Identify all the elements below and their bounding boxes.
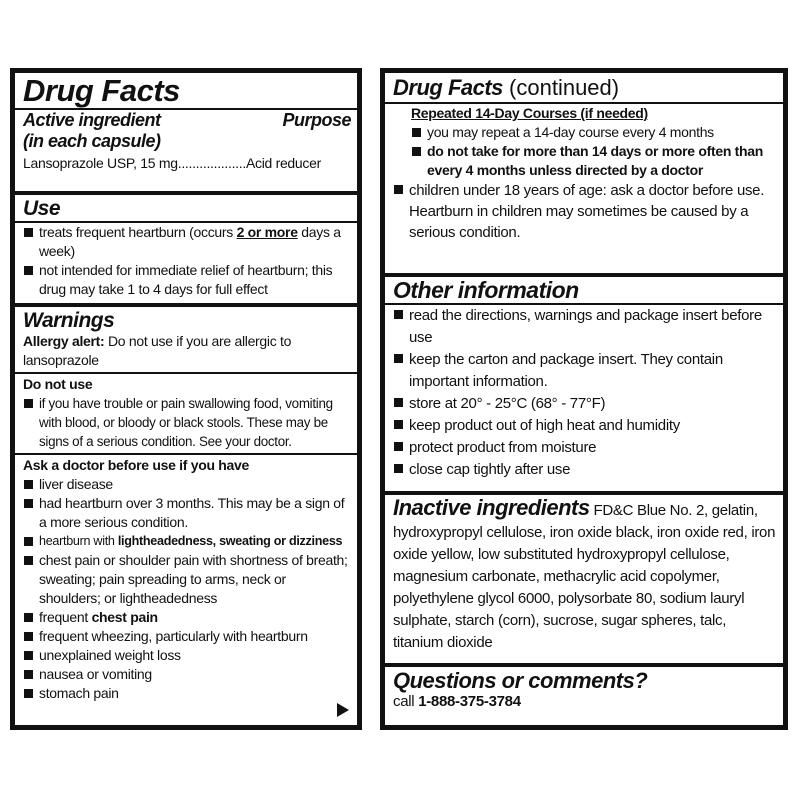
ask-doctor-heading: Ask a doctor before use if you have (23, 457, 250, 473)
ingredient-name: Lansoprazole USP, 15 mg (23, 155, 178, 171)
other-information-item: close cap tightly after use (393, 459, 777, 481)
purpose-heading: Purpose (282, 110, 351, 130)
repeated-courses-heading: Repeated 14-Day Courses (if needed) (411, 105, 648, 121)
other-information-item: keep product out of high heat and humidity (393, 415, 777, 437)
use-item: not intended for immediate relief of heartburn; this drug may take 1 to 4 days for full effect (23, 261, 351, 299)
inactive-ingredients-text: Inactive ingredients FD&C Blue No. 2, gelatin, hydroxypropyl cellulose, iron oxide black, iron oxide red, iron oxide yellow, low substituted hydroxypropyl cellulose, magnesium carbonate, methacrylic acid copolymer, polyethylene glycol 6000, polysorbate 80, sodium lauryl sulphate, starch (corn), sucrose, sugar spheres, talc, titanium dioxide (393, 495, 776, 651)
other-information-item: keep the carton and package insert. They contain important information. (393, 349, 777, 393)
ask-doctor-item: liver disease (23, 475, 351, 494)
other-information-item: protect product from moisture (393, 437, 777, 459)
ingredient-row (23, 154, 351, 173)
other-information-item: read the directions, warnings and package insert before use (393, 305, 777, 349)
ingredient-purpose: Acid reducer (245, 155, 321, 171)
drug-facts-title: Drug Facts (23, 73, 180, 108)
ask-doctor-item: frequent chest pain (23, 608, 351, 627)
other-information-heading: Other information (393, 277, 579, 303)
active-ingredient-section (15, 73, 357, 195)
repeated-courses-item: do not take for more than 14 days or more often than every 4 months unless directed by a doctor (411, 142, 777, 180)
ask-doctor-item: had heartburn over 3 months. This may be a sign of a more serious condition. (23, 494, 351, 532)
children-warning: children under 18 years of age: ask a doctor before use. Heartburn in children may sometimes be caused by a serious condition. (393, 180, 777, 243)
drug-facts-continued-title: Drug Facts (continued) (393, 75, 620, 100)
allergy-alert: Allergy alert: Do not use if you are allergic to lansoprazole (23, 333, 292, 368)
ask-doctor-item: unexplained weight loss (23, 646, 351, 665)
drug-facts-panel-right (380, 68, 788, 730)
active-ingredient-subheading: (in each capsule) (23, 131, 161, 151)
warnings-heading: Warnings (23, 309, 115, 332)
questions-heading: Questions or comments? (393, 668, 648, 693)
continue-arrow-icon (337, 703, 349, 717)
use-item: treats frequent heartburn (occurs 2 or more days a week) (23, 223, 351, 261)
other-information-item: store at 20° - 25°C (68° - 77°F) (393, 393, 777, 415)
dot-leader: ................... (177, 155, 246, 171)
repeated-courses-item: you may repeat a 14-day course every 4 months (411, 123, 777, 142)
inactive-ingredients-section (385, 495, 783, 667)
ask-doctor-item: heartburn with lightheadedness, sweating or dizziness (23, 532, 351, 551)
drug-facts-panel-left (10, 68, 362, 730)
ask-doctor-item: frequent wheezing, particularly with heartburn (23, 627, 351, 646)
use-section (15, 195, 357, 307)
do-not-use-item: if you have trouble or pain swallowing food, vomiting with blood, or bloody or black stools. These may be signs of a serious condition. See your doctor. (23, 394, 351, 451)
active-ingredient-heading: Active ingredient (23, 110, 161, 130)
ask-doctor-item: chest pain or shoulder pain with shortness of breath; sweating; pain spreading to arms, neck or shoulders; or lightheadedness (23, 551, 351, 608)
ask-doctor-item: stomach pain (23, 684, 351, 703)
phone-line: call 1-888-375-3784 (393, 693, 521, 710)
ask-doctor-item: nausea or vomiting (23, 665, 351, 684)
questions-section (385, 667, 783, 725)
use-heading: Use (23, 197, 61, 220)
continued-section (385, 73, 783, 277)
other-information-section (385, 277, 783, 495)
warnings-section (15, 307, 357, 725)
phone-number: 1-888-375-3784 (418, 693, 521, 710)
do-not-use-heading: Do not use (23, 376, 93, 392)
